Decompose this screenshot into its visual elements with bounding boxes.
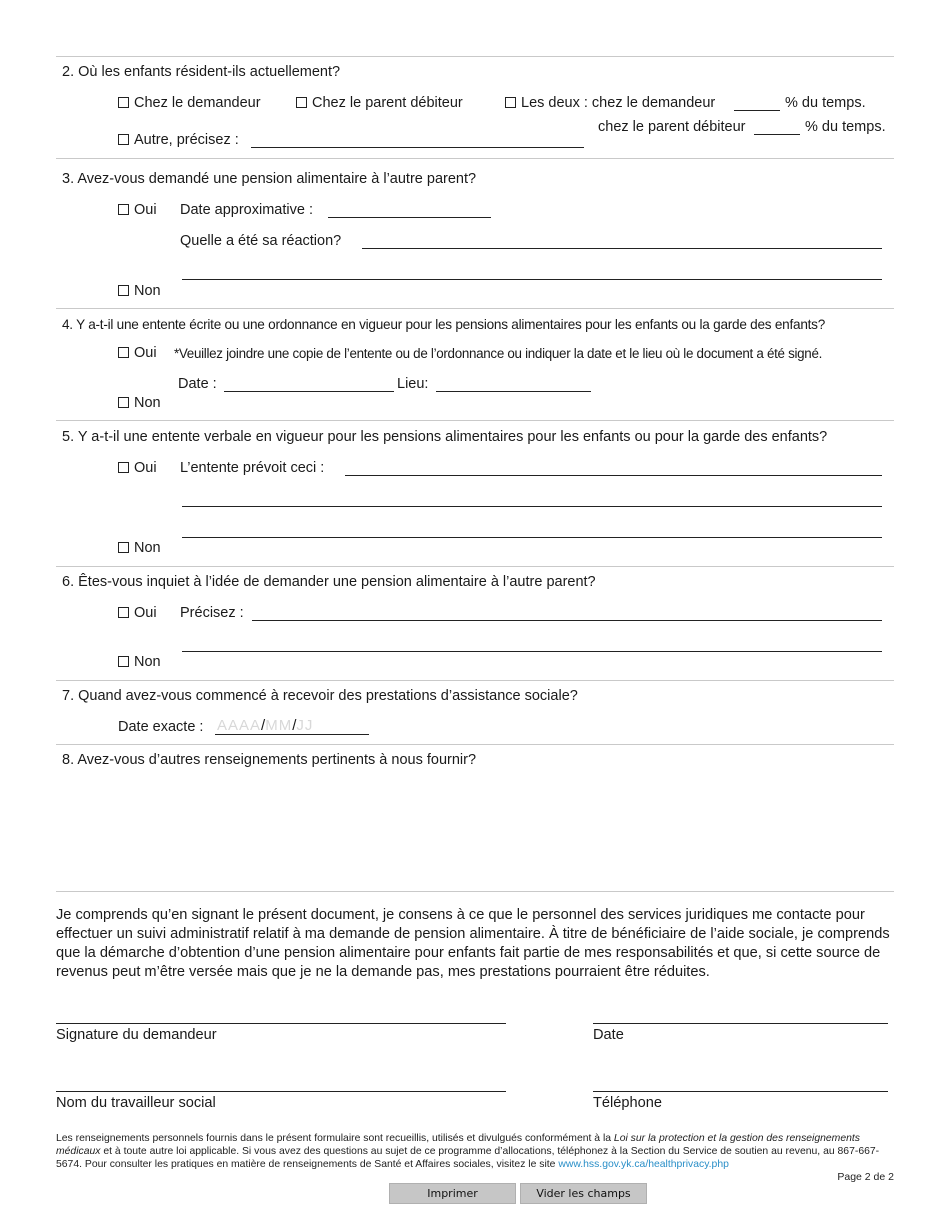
q4-option-oui[interactable] [118, 345, 157, 361]
q2-option-les-deux[interactable] [505, 95, 715, 111]
question-5-label: 5. Y a-t-il une entente verbale en vigueur pour les pensions alimentaires pour les enfants ou pour la garde des enfants? [62, 429, 828, 445]
q4-lieu-field[interactable] [436, 391, 591, 392]
q6-non-label: Non [134, 654, 161, 670]
q2-option-parent-debiteur[interactable] [296, 95, 463, 111]
privacy-link[interactable]: www.hss.gov.yk.ca/healthprivacy.php [558, 1159, 729, 1171]
q4-date-field[interactable] [224, 391, 394, 392]
telephone-field[interactable] [593, 1091, 888, 1092]
q4-oui-label: Oui [134, 345, 157, 361]
q4-lieu-label: Lieu: [397, 376, 429, 392]
date-separator: / [292, 717, 297, 734]
q8-response-area[interactable] [56, 776, 894, 886]
question-4-label: 4. Y a-t-il une entente écrite ou une ordonnance en vigueur pour les pensions alimentaires pour les enfants ou la garde des enfants? [62, 317, 826, 332]
section-divider [56, 566, 894, 567]
q7-month-placeholder: MM [265, 717, 293, 734]
q2-option-demandeur-label: Chez le demandeur [134, 95, 261, 111]
checkbox[interactable] [118, 656, 129, 667]
q6-option-non[interactable] [118, 654, 161, 670]
q2-pct-demandeur-field[interactable] [734, 110, 780, 111]
q5-non-label: Non [134, 540, 161, 556]
q5-entente-field-2[interactable] [182, 506, 882, 507]
q5-entente-field-3[interactable] [182, 537, 882, 538]
q6-option-oui[interactable] [118, 605, 157, 621]
q4-date-label: Date : [178, 376, 217, 392]
q7-day-placeholder: JJ [296, 717, 314, 734]
section-divider [56, 56, 894, 57]
page-number: Page 2 de 2 [837, 1171, 894, 1183]
q7-year-placeholder: AAAA [217, 717, 262, 734]
checkbox[interactable] [118, 542, 129, 553]
telephone-label: Téléphone [593, 1095, 662, 1111]
privacy-notice [56, 1132, 896, 1172]
q2-option-autre[interactable] [118, 132, 239, 148]
checkbox[interactable] [118, 134, 129, 145]
q3-option-oui[interactable] [118, 202, 157, 218]
q2-option-parent-label: Chez le parent débiteur [312, 95, 463, 111]
q3-reaction-label: Quelle a été sa réaction? [180, 233, 342, 249]
q7-date-label: Date exacte : [118, 719, 204, 735]
signature-date-field[interactable] [593, 1023, 888, 1024]
nom-travailleur-label: Nom du travailleur social [56, 1095, 216, 1111]
q6-oui-label: Oui [134, 605, 157, 621]
checkbox[interactable] [118, 462, 129, 473]
q7-date-underline [215, 734, 369, 735]
question-8-label: 8. Avez-vous d’autres renseignements pertinents à nous fournir? [62, 752, 477, 768]
checkbox[interactable] [118, 397, 129, 408]
q2-option-deux-label: Les deux : chez le demandeur [521, 95, 716, 111]
q2-option-autre-label: Autre, précisez : [134, 132, 239, 148]
section-divider [56, 744, 894, 745]
question-6-label: 6. Êtes-vous inquiet à l’idée de demander une pension alimentaire à l’autre parent? [62, 574, 596, 590]
section-divider [56, 158, 894, 159]
q3-non-label: Non [134, 283, 161, 299]
q6-precisez-field-2[interactable] [182, 651, 882, 652]
privacy-law-name: Loi sur la protection et la gestion des renseignements médicaux [56, 1133, 860, 1158]
checkbox[interactable] [118, 285, 129, 296]
q2-option-demandeur[interactable] [118, 95, 261, 111]
signature-demandeur-field[interactable] [56, 1023, 506, 1024]
q5-oui-label: Oui [134, 460, 157, 476]
q6-precisez-field[interactable] [252, 620, 882, 621]
q5-entente-label: L’entente prévoit ceci : [180, 460, 325, 476]
q2-pct-label-2: % du temps. [805, 119, 886, 135]
q2-autre-field[interactable] [251, 147, 584, 148]
section-divider [56, 680, 894, 681]
consent-statement: Je comprends qu’en signant le présent document, je consens à ce que le personnel des services juridiques me contacte pour effectuer un suivi administratif relatif à ma demande de pension alimentaire. À titre de bénéficiaire de l’aide sociale, je comprends que la démarche d’obtention d’une pension alimentaire pour enfants fait partie de mes responsabilités et que, si cette source de revenus peut m’être versée mais que je ne la demande pas, mes prestations pourraient être réduites. [56, 907, 890, 980]
section-divider [56, 891, 894, 892]
q3-date-field[interactable] [328, 217, 491, 218]
q3-date-label: Date approximative : [180, 202, 313, 218]
privacy-text-1: Les renseignements personnels fournis dans le présent formulaire sont recueillis, utilisés et divulgués conformément à la [56, 1133, 614, 1144]
q2-pct-label: % du temps. [785, 95, 866, 111]
q6-precisez-label: Précisez : [180, 605, 244, 621]
date-separator: / [261, 717, 266, 734]
q3-option-non[interactable] [118, 283, 161, 299]
q5-entente-field[interactable] [345, 475, 882, 476]
section-divider [56, 420, 894, 421]
signature-date-label: Date [593, 1027, 624, 1043]
q2-deux-parent-label: chez le parent débiteur [598, 119, 746, 135]
q4-option-non[interactable] [118, 395, 161, 411]
nom-travailleur-field[interactable] [56, 1091, 506, 1092]
checkbox[interactable] [505, 97, 516, 108]
q7-date-field[interactable] [217, 717, 313, 734]
question-3-label: 3. Avez-vous demandé une pension alimentaire à l’autre parent? [62, 171, 477, 187]
checkbox[interactable] [118, 204, 129, 215]
privacy-text-2: et à toute autre loi applicable. Si vous avez des questions au sujet de ce programme d’allocations, téléphonez à la Section du Service de soutien au revenu, au 867-667-5674. Pour consulter les pratiques en matière de renseignements de Santé et Affaires sociales, visitez le site [56, 1146, 880, 1171]
checkbox[interactable] [118, 607, 129, 618]
q5-option-oui[interactable] [118, 460, 157, 476]
question-2-label: 2. Où les enfants résident-ils actuellement? [62, 64, 341, 80]
clear-fields-button[interactable]: Vider les champs [520, 1183, 647, 1204]
q4-note: *Veuillez joindre une copie de l’entente ou de l’ordonnance ou indiquer la date et le lieu où le document a été signé. [174, 346, 823, 361]
print-button[interactable]: Imprimer [389, 1183, 516, 1204]
checkbox[interactable] [118, 97, 129, 108]
checkbox[interactable] [296, 97, 307, 108]
section-divider [56, 308, 894, 309]
q3-reaction-field-2[interactable] [182, 279, 882, 280]
signature-demandeur-label: Signature du demandeur [56, 1027, 217, 1043]
q2-pct-parent-field[interactable] [754, 134, 800, 135]
checkbox[interactable] [118, 347, 129, 358]
q3-reaction-field[interactable] [362, 248, 882, 249]
q3-oui-label: Oui [134, 202, 157, 218]
q4-non-label: Non [134, 395, 161, 411]
question-7-label: 7. Quand avez-vous commencé à recevoir des prestations d’assistance sociale? [62, 688, 578, 704]
q5-option-non[interactable] [118, 540, 161, 556]
